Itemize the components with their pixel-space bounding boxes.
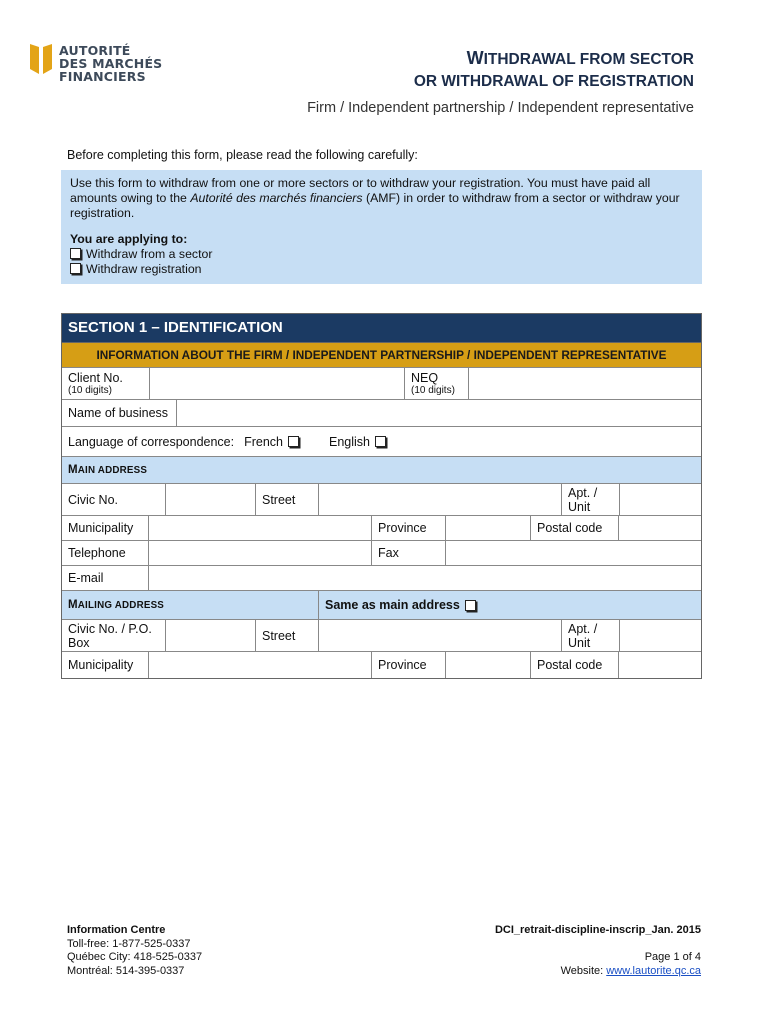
info-paragraph: Use this form to withdraw from one or more sectors or to withdraw your registration. You must have paid all amounts owing to the Autorité des marchés financiers (AMF) in order to withdraw from a sector or withdraw your registration. <box>70 176 680 220</box>
email-label: E-mail <box>62 566 149 590</box>
section-title: SECTION 1 – IDENTIFICATION <box>62 314 701 342</box>
business-name-field[interactable] <box>177 400 701 426</box>
info-box <box>61 170 702 284</box>
municipality-field[interactable] <box>149 516 372 540</box>
main-address-header: M AIN ADDRESS <box>68 464 148 476</box>
mailing-apt-unit-label: Apt. / Unit <box>562 620 620 651</box>
fax-field[interactable] <box>446 541 701 565</box>
municipality-label: Municipality <box>62 516 149 540</box>
province-label: Province <box>372 516 446 540</box>
neq-field[interactable] <box>469 368 701 399</box>
english-checkbox[interactable] <box>375 436 386 447</box>
logo-text: AUTORITÉ DES MARCHÉS FINANCIERS <box>59 43 163 84</box>
mailing-street-label: Street <box>256 620 319 651</box>
civic-no-label: Civic No. <box>62 484 166 515</box>
language-row: Language of correspondence: French English <box>62 427 701 456</box>
website-link[interactable]: www.lautorite.qc.ca <box>606 964 701 977</box>
footer-meta: DCI_retrait-discipline-inscrip_Jan. 2015 Page 1 of 4 Website: www.lautorite.qc.ca <box>494 924 701 977</box>
same-as-main-checkbox[interactable] <box>465 600 476 611</box>
neq-label: NEQ (10 digits) <box>405 368 469 399</box>
client-no-field[interactable] <box>150 368 405 399</box>
telephone-label: Telephone <box>62 541 149 565</box>
mailing-street-field[interactable] <box>319 620 562 651</box>
client-no-label: Client No. (10 digits) <box>62 368 150 399</box>
postal-code-label: Postal code <box>531 516 619 540</box>
civic-po-label: Civic No. / P.O. Box <box>62 620 166 651</box>
mailing-municipality-label: Municipality <box>62 652 149 678</box>
french-checkbox[interactable] <box>288 436 299 447</box>
option-withdraw-registration[interactable]: Withdraw registration <box>70 262 693 277</box>
identification-form <box>61 313 702 679</box>
intro-text: Before completing this form, please read the following carefully: <box>67 148 418 162</box>
apt-unit-field[interactable] <box>620 484 701 515</box>
footer-contact: Information Centre Toll-free: 1-877-525-0337 Québec City: 418-525-0337 Montréal: 514-395-0337 <box>67 924 203 977</box>
section-subheader: INFORMATION ABOUT THE FIRM / INDEPENDENT PARTNERSHIP / INDEPENDENT REPRESENTATIVE <box>62 342 701 367</box>
mailing-address-header: M AILING ADDRESS <box>62 591 319 619</box>
form-title: WITHDRAWAL FROM SECTOR OR WITHDRAWAL OF REGISTRATION <box>413 48 694 90</box>
form-subtitle: Firm / Independent partnership / Independent representative <box>307 100 694 116</box>
street-field[interactable] <box>319 484 562 515</box>
street-label: Street <box>256 484 319 515</box>
page-number: Page 1 of 4 <box>644 951 701 963</box>
mailing-province-label: Province <box>372 652 446 678</box>
business-name-label: Name of business <box>62 400 177 426</box>
checkbox-icon[interactable] <box>70 263 81 274</box>
fax-label: Fax <box>372 541 446 565</box>
apt-unit-label: Apt. / Unit <box>562 484 620 515</box>
civic-no-field[interactable] <box>166 484 256 515</box>
mailing-apt-unit-field[interactable] <box>620 620 701 651</box>
apply-title: You are applying to: <box>70 232 188 246</box>
doc-id: DCI_retrait-discipline-inscrip_Jan. 2015 <box>494 924 701 936</box>
mailing-postal-code-field[interactable] <box>619 652 701 678</box>
telephone-field[interactable] <box>149 541 372 565</box>
same-as-main-option[interactable]: Same as main address <box>319 591 701 619</box>
amf-logo <box>30 44 162 83</box>
mailing-municipality-field[interactable] <box>149 652 372 678</box>
mailing-province-field[interactable] <box>446 652 531 678</box>
amf-logo-icon <box>30 44 52 74</box>
postal-code-field[interactable] <box>619 516 701 540</box>
mailing-postal-code-label: Postal code <box>531 652 619 678</box>
option-withdraw-sector[interactable]: Withdraw from a sector <box>70 247 693 262</box>
email-field[interactable] <box>149 566 701 590</box>
checkbox-icon[interactable] <box>70 248 81 259</box>
province-field[interactable] <box>446 516 531 540</box>
civic-po-field[interactable] <box>166 620 256 651</box>
